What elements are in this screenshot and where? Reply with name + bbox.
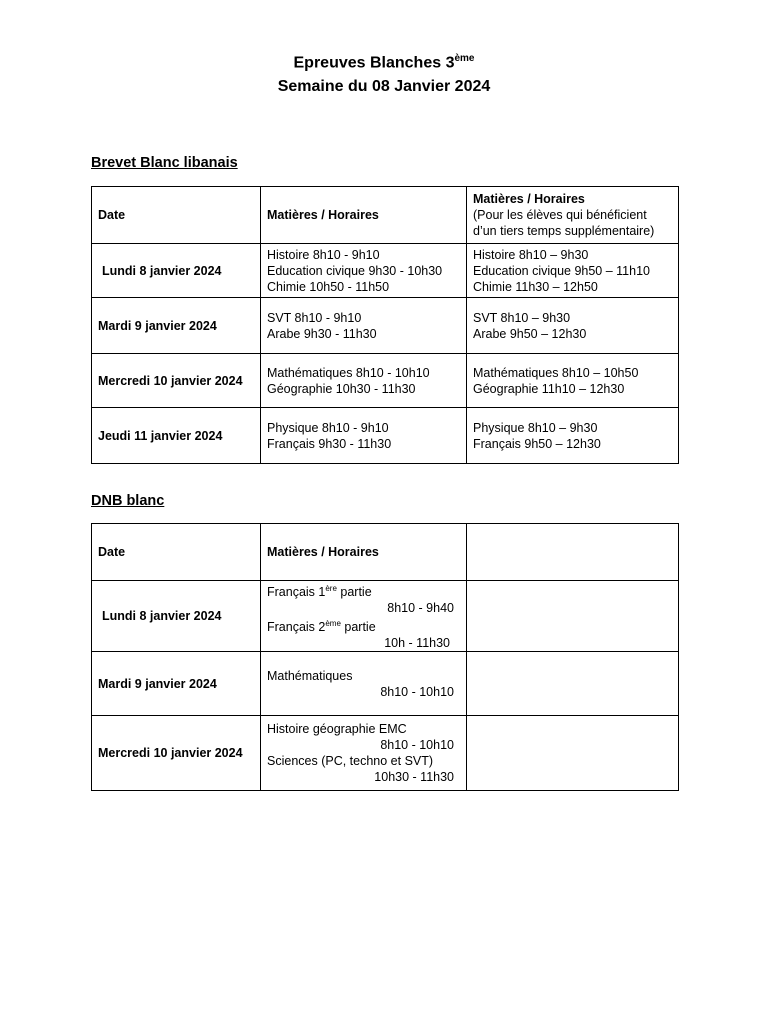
table-row bbox=[92, 408, 679, 464]
title-text: Epreuves Blanches 3 bbox=[293, 54, 455, 72]
empty-cell bbox=[467, 716, 679, 791]
date-cell: Mardi 9 janvier 2024 bbox=[92, 298, 261, 354]
schedule-line: Français 9h50 – 12h30 bbox=[473, 436, 601, 451]
subject-ordinal: ère bbox=[325, 584, 337, 593]
table-header-row bbox=[92, 187, 679, 244]
schedule-line: Physique 8h10 – 9h30 bbox=[473, 420, 598, 435]
header-tiers-temps bbox=[467, 187, 679, 244]
schedule-cell bbox=[261, 581, 467, 652]
schedule-line: Français 9h30 - 11h30 bbox=[267, 436, 392, 451]
time-line: 8h10 - 9h40 bbox=[387, 601, 454, 616]
schedule-line: Education civique 9h30 - 10h30 bbox=[267, 263, 443, 278]
date-text: Lundi 8 janvier 2024 bbox=[102, 609, 222, 624]
date-text: Lundi 8 janvier 2024 bbox=[102, 263, 222, 278]
table-row bbox=[92, 354, 679, 408]
table-row bbox=[92, 716, 679, 791]
table-row bbox=[92, 244, 679, 298]
tiers-schedule-cell bbox=[467, 244, 679, 298]
subject-suffix: partie bbox=[340, 620, 376, 635]
schedule-cell bbox=[261, 408, 467, 464]
header-tiers-title: Matières / Horaires bbox=[473, 192, 585, 206]
title-superscript: ème bbox=[454, 53, 475, 64]
schedule-line: Histoire 8h10 – 9h30 bbox=[473, 247, 589, 262]
subject-text: Français 2 bbox=[267, 620, 326, 635]
table-row bbox=[92, 652, 679, 716]
subject-ordinal: ème bbox=[325, 619, 341, 629]
subject-line: Mathématiques bbox=[267, 668, 353, 683]
empty-cell bbox=[467, 652, 679, 716]
schedule-line: Arabe 9h30 - 11h30 bbox=[267, 326, 377, 341]
schedule-line: Géographie 11h10 – 12h30 bbox=[473, 381, 625, 396]
header-empty bbox=[467, 524, 679, 581]
time-line: 8h10 - 10h10 bbox=[380, 684, 454, 699]
table-row bbox=[92, 298, 679, 354]
schedule-cell bbox=[261, 298, 467, 354]
date-cell bbox=[92, 581, 261, 652]
header-date: Date bbox=[92, 187, 261, 244]
date-cell: Mercredi 10 janvier 2024 bbox=[92, 716, 261, 791]
dnb-heading: DNB blanc bbox=[91, 493, 165, 509]
subject-suffix: partie bbox=[336, 585, 372, 600]
date-cell: Mercredi 10 janvier 2024 bbox=[92, 354, 261, 408]
table-header-row bbox=[92, 524, 679, 581]
header-date: Date bbox=[92, 524, 261, 581]
schedule-cell bbox=[261, 652, 467, 716]
subject-line bbox=[267, 616, 460, 635]
subject-line: Sciences (PC, techno et SVT) bbox=[267, 754, 434, 769]
tiers-schedule-cell bbox=[467, 298, 679, 354]
subject-text: Français 1 bbox=[267, 585, 326, 600]
header-matieres: Matières / Horaires bbox=[261, 524, 467, 581]
header-matieres: Matières / Horaires bbox=[261, 187, 467, 244]
time-line: 8h10 - 10h10 bbox=[380, 738, 454, 753]
tiers-schedule-cell bbox=[467, 354, 679, 408]
schedule-line: Histoire 8h10 - 9h10 bbox=[267, 247, 380, 262]
schedule-line: SVT 8h10 – 9h30 bbox=[473, 310, 571, 325]
date-cell: Mardi 9 janvier 2024 bbox=[92, 652, 261, 716]
date-cell bbox=[92, 244, 261, 298]
tiers-schedule-cell bbox=[467, 408, 679, 464]
subject-line: Histoire géographie EMC bbox=[267, 722, 407, 737]
time-line: 10h - 11h30 bbox=[384, 636, 450, 651]
schedule-line: Physique 8h10 - 9h10 bbox=[267, 420, 389, 435]
schedule-line: Géographie 10h30 - 11h30 bbox=[267, 381, 416, 396]
schedule-cell bbox=[261, 716, 467, 791]
time-line: 10h30 - 11h30 bbox=[374, 770, 454, 785]
document-subtitle: Semaine du 08 Janvier 2024 bbox=[277, 78, 491, 95]
schedule-line: Mathématiques 8h10 – 10h50 bbox=[473, 365, 639, 380]
header-tiers-note: (Pour les élèves qui bénéficient bbox=[473, 208, 647, 222]
header-tiers-note: d’un tiers temps supplémentaire) bbox=[473, 224, 655, 238]
schedule-line: Chimie 11h30 – 12h50 bbox=[473, 279, 598, 294]
schedule-cell bbox=[261, 354, 467, 408]
schedule-line: Mathématiques 8h10 - 10h10 bbox=[267, 365, 430, 380]
empty-cell bbox=[467, 581, 679, 652]
schedule-line: Arabe 9h50 – 12h30 bbox=[473, 326, 587, 341]
brevet-heading: Brevet Blanc libanais bbox=[91, 155, 238, 171]
dnb-table bbox=[91, 523, 679, 791]
brevet-table bbox=[91, 186, 679, 464]
schedule-line: Education civique 9h50 – 11h10 bbox=[473, 263, 650, 278]
document-title bbox=[0, 53, 768, 72]
subject-line bbox=[267, 581, 460, 600]
table-row bbox=[92, 581, 679, 652]
schedule-cell bbox=[261, 244, 467, 298]
schedule-line: Chimie 10h50 - 11h50 bbox=[267, 279, 390, 294]
date-cell: Jeudi 11 janvier 2024 bbox=[92, 408, 261, 464]
schedule-line: SVT 8h10 - 9h10 bbox=[267, 310, 362, 325]
